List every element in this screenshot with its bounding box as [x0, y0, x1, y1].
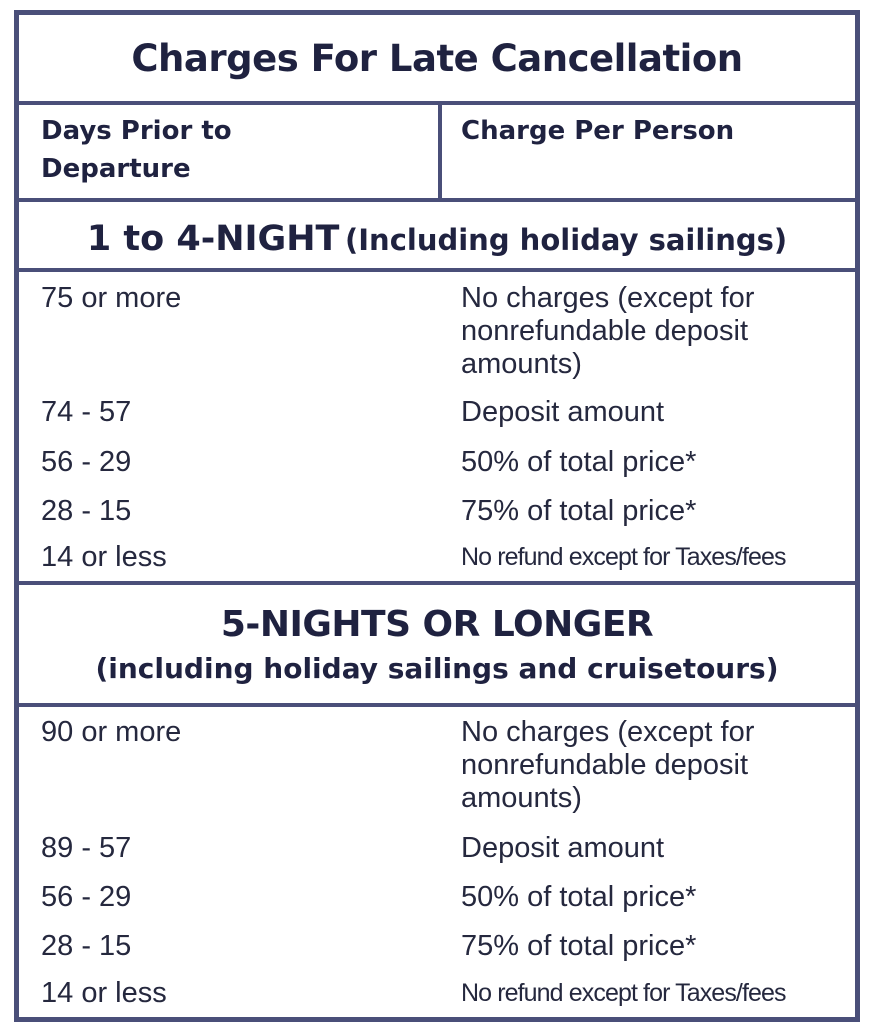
- cancellation-charges-table: [14, 10, 860, 1022]
- days-column-header: [41, 112, 232, 188]
- section-heading-short-cruises: [19, 219, 855, 259]
- table-row-charge: No refund except for Taxes/fees: [461, 543, 786, 571]
- table-row-charge: No charges (except for nonrefundable deposit amounts): [461, 282, 755, 380]
- table-row-days: 28 - 15: [41, 495, 132, 527]
- table-row-charge: No charges (except for nonrefundable deposit amounts): [461, 716, 755, 814]
- divider: [19, 101, 855, 105]
- divider: [19, 703, 855, 707]
- section-heading-long-cruises-note: (including holiday sailings and cruisetours): [95, 652, 779, 685]
- table-row-days: 74 - 57: [41, 396, 132, 428]
- table-row-days: 56 - 29: [41, 881, 132, 913]
- column-divider: [438, 105, 442, 199]
- table-row-charge: 75% of total price*: [461, 930, 697, 962]
- table-row-days: 14 or less: [41, 977, 167, 1009]
- table-row-days: 90 or more: [41, 716, 182, 748]
- table-title: Charges For Late Cancellation: [131, 37, 743, 80]
- table-row-days: 28 - 15: [41, 930, 132, 962]
- divider: [19, 581, 855, 585]
- section-heading-note: (Including holiday sailings): [345, 223, 788, 257]
- table-row-charge: 50% of total price*: [461, 446, 697, 478]
- table-row-days: 89 - 57: [41, 832, 132, 864]
- divider: [19, 268, 855, 272]
- table-row-charge: 75% of total price*: [461, 495, 697, 527]
- table-row-days: 56 - 29: [41, 446, 132, 478]
- table-row-charge: No refund except for Taxes/fees: [461, 979, 786, 1007]
- days-header-line-2: Departure: [41, 154, 191, 184]
- divider: [19, 198, 855, 202]
- days-header-line-1: Days Prior to: [41, 116, 232, 146]
- table-row-charge: Deposit amount: [461, 832, 665, 864]
- charge-column-header: Charge Per Person: [461, 116, 735, 146]
- table-row-charge: 50% of total price*: [461, 881, 697, 913]
- section-heading-bold: 1 to 4-NIGHT: [86, 219, 340, 259]
- table-row-days: 14 or less: [41, 541, 167, 573]
- table-row-charge: Deposit amount: [461, 396, 665, 428]
- section-heading-long-cruises: 5-NIGHTS OR LONGER: [220, 604, 654, 645]
- table-row-days: 75 or more: [41, 282, 182, 314]
